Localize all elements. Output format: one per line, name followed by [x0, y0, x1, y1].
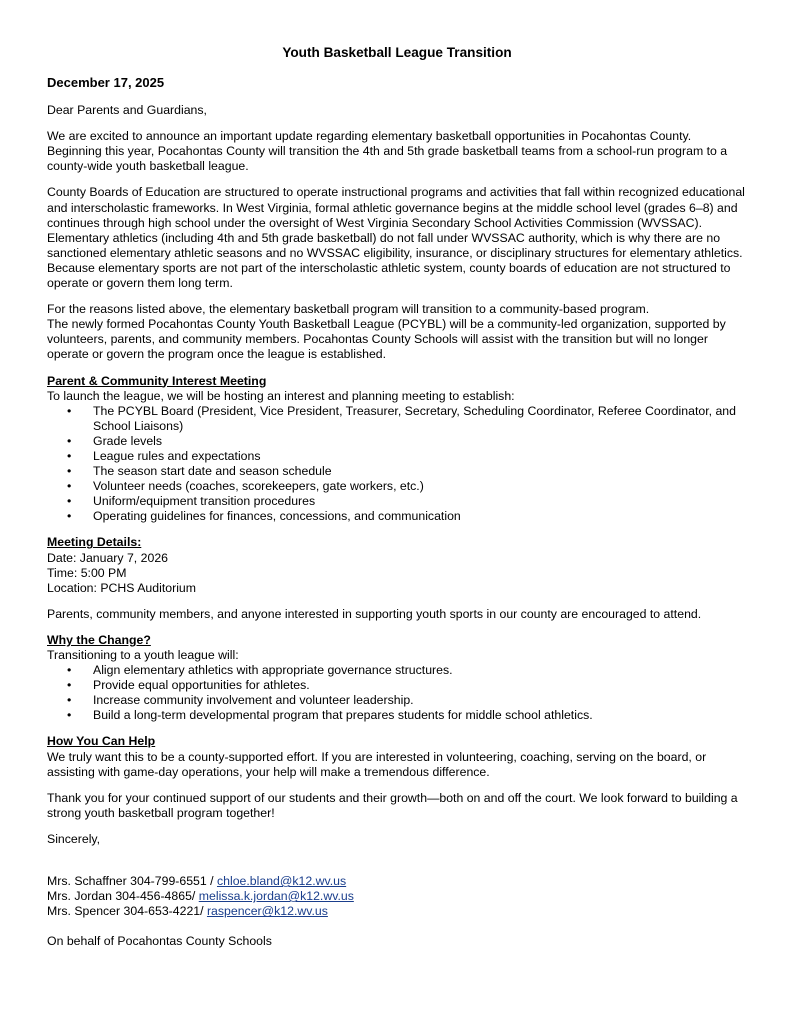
how-help-heading: How You Can Help	[47, 734, 156, 749]
why-change-list	[47, 663, 747, 723]
contact-line	[47, 904, 747, 919]
meeting-location: Location: PCHS Auditorium	[47, 580, 197, 595]
contact-name-phone: Mrs. Schaffner 304-799-6551 /	[47, 874, 217, 889]
email-link[interactable]: chloe.bland@k12.wv.us	[216, 874, 347, 889]
list-item: • Build a long-term developmental program that prepares students for middle school athletics.	[93, 708, 747, 723]
letter-date: December 17, 2025	[47, 75, 165, 90]
list-item: • Increase community involvement and volunteer leadership.	[93, 693, 747, 708]
contact-name-phone: Mrs. Spencer 304-653-4221/	[47, 904, 207, 919]
league-paragraph: The newly formed Pocahontas County Youth Basketball League (PCYBL) will be a community-led organization, supported by volunteers, parents, and community members. Pocahontas County Schools will assist with the transition but will no longer operate or govern the program once the league is established.	[47, 317, 726, 362]
why-change-intro: Transitioning to a youth league will:	[47, 648, 239, 662]
interest-meeting-heading: Parent & Community Interest Meeting	[47, 373, 267, 388]
contact-name-phone: Mrs. Jordan 304-456-4865/	[47, 889, 199, 904]
list-item: • The PCYBL Board (President, Vice President, Treasurer, Secretary, Scheduling Coordinator, Referee Coordinator, and School Liaisons)	[93, 404, 747, 434]
meeting-time: Time: 5:00 PM	[47, 565, 127, 580]
list-item: • Volunteer needs (coaches, scorekeepers, gate workers, etc.)	[93, 479, 747, 494]
invitation-paragraph: Parents, community members, and anyone interested in supporting youth sports in our county are encouraged to attend.	[47, 606, 702, 621]
meeting-date: Date: January 7, 2026	[47, 550, 168, 565]
meeting-details	[47, 535, 747, 595]
closing: Sincerely,	[47, 831, 101, 846]
interest-meeting-list	[47, 404, 747, 525]
interest-meeting-intro: To launch the league, we will be hosting an interest and planning meeting to establish:	[47, 388, 515, 403]
list-item: • Uniform/equipment transition procedures	[93, 494, 747, 509]
list-item: • The season start date and season schedule	[93, 464, 747, 479]
salutation: Dear Parents and Guardians,	[47, 103, 207, 118]
on-behalf-line: On behalf of Pocahontas County Schools	[47, 934, 272, 949]
letter-title: Youth Basketball League Transition	[282, 45, 512, 60]
list-item: • Provide equal opportunities for athletes.	[93, 678, 747, 693]
transition-paragraph: For the reasons listed above, the elementary basketball program will transition to a community-based program.	[47, 302, 650, 317]
why-change-heading: Why the Change?	[47, 632, 151, 647]
meeting-details-heading: Meeting Details:	[47, 535, 142, 550]
contact-line	[47, 874, 747, 889]
email-link[interactable]: raspencer@k12.wv.us	[206, 904, 328, 919]
governance-paragraph: County Boards of Education are structured to operate instructional programs and activities that fall within recognized educational and interscholastic frameworks. In West Virginia, formal athletic governance begins at the middle school level (grades 6–8) and continues through high school under the oversight of West Virginia Secondary School Activities Commission (WVSSAC). Elementary athletics (including 4th and 5th grade basketball) do not fall under WVSSAC authority, which is why there are no sanctioned elementary athletic seasons and no WVSSAC eligibility, insurance, or disciplinary structures for elementary athletics. Because elementary sports are not part of the interscholastic athletic system, county boards of education are not structured to operate or govern them long term.	[47, 185, 745, 291]
letter-page	[47, 44, 747, 949]
contact-list	[47, 874, 747, 919]
list-item: • League rules and expectations	[93, 449, 747, 464]
list-item: • Operating guidelines for finances, concessions, and communication	[93, 509, 747, 524]
email-link[interactable]: melissa.k.jordan@k12.wv.us	[198, 889, 354, 904]
intro-paragraph: We are excited to announce an important update regarding elementary basketball opportunities in Pocahontas County. Beginning this year, Pocahontas County will transition the 4th and 5th grade basketball teams from a school-run program to a county-wide youth basketball league.	[47, 129, 728, 174]
list-item: • Grade levels	[93, 434, 747, 449]
thanks-paragraph: Thank you for your continued support of our students and their growth—both on and off the court. We look forward to building a strong youth basketball program together!	[47, 790, 738, 820]
how-help-paragraph: We truly want this to be a county-supported effort. If you are interested in volunteering, coaching, serving on the board, or assisting with game-day operations, your help will make a tremendous difference.	[47, 749, 707, 779]
contact-line	[47, 889, 747, 904]
list-item: • Align elementary athletics with appropriate governance structures.	[93, 663, 747, 678]
